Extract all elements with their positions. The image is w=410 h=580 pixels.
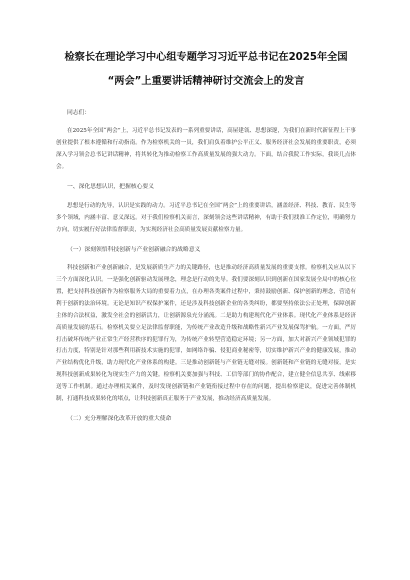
title-line-2: “两会”上重要讲话精神研讨交流会上的发言 bbox=[107, 76, 305, 87]
section-1-paragraph: 思想是行动的先导，认识是实践的动力。习近平总书记在全国“两会”上的重要讲话，涵盖经济、科技、教育、民生等多个领域，内涵丰富、意义深远。对于我们检察机关而言，深刻领会这些讲话精神，有助于我们找准工作定位，明确努力方向，切实履行好法律监督职责，为实现经济社会高质量发展贡献检察力量。 bbox=[56, 203, 356, 234]
subsection-heading-2: （二）充分理解深化改革开放的重大使命 bbox=[67, 415, 172, 422]
title-line-1: 检察长在理论学习中心组专题学习习近平总书记在2025年全国 bbox=[64, 52, 348, 63]
subsection-heading-1: （一）深刻领悟科技创新与产业创新融合的战略意义 bbox=[67, 247, 201, 254]
salutation: 同志们： bbox=[67, 110, 91, 116]
intro-paragraph: 在2025年全国“两会”上，习近平总书记发表的一系列重要讲话，高屋建瓴、思想深邃，为我们在新时代新征程上干事创业提供了根本遵循和行动指南。作为检察机关的一员，我们肩负着维护公平正义、服务经济社会发展的重要职责，必须深入学习领会总书记讲话精神，将其转化为推动检察工作高质量发展的强大动力。下面，结合我院工作实际，我谈几点体会。 bbox=[56, 127, 356, 170]
section-heading-1: 一、深化思想认识，把握核心要义 bbox=[67, 183, 154, 190]
subsection-1-paragraph: 科技创新和产业创新融合，是发展新质生产力的关键路径，也是推动经济高质量发展的重要支撑。检察机关应从以下三个方面深化认识。一是强化创新驱动发展理念，理念是行动的先导。我们要深刻认识到创新在国家发展全局中的核心位置，把支持科技创新作为检察服务大局的重要着力点，在办理各类案件过程中，秉持鼓励创新、保护创新的理念，营造有利于创新的法治环境。无论是知识产权保护案件，还是涉及科技创新企业的各类纠纷，都要坚持依法公正处理，保障创新主体的合法权益，激发全社会的创新活力，让创新源泉充分涌流。二是助力构建现代化产业体系。现代化产业体系是经济高质量发展的基石。检察机关要立足法律监督职能，为传统产业改造升级和战略性新兴产业发展保驾护航。一方面，严厉打击破坏传统产业正常生产经营秩序的犯罪行为，为传统产业转型营造稳定环境；另一方面，加大对新兴产业领域犯罪的打击力度，特别是针对那些利用新技术实施的犯罪，如网络诈骗、侵犯商业秘密等，切实维护新兴产业的健康发展，推动产业结构优化升级，助力现代化产业体系的构建。三是推动创新链与产业链无缝对接。创新链和产业链的无缝对接，是实现科技创新成果转化为现实生产力的关键。检察机关要加强与科技、工信等部门的协作配合，建立健全信息共享、线索移送等工作机制。通过办理相关案件，及时发现创新链和产业链衔接过程中存在的问题，提出检察建议，促进完善体制机制，打通科技成果转化的堵点，让科技创新真正服务于产业发展，推动经济高质量发展。 bbox=[56, 265, 356, 403]
document-title bbox=[56, 46, 356, 94]
